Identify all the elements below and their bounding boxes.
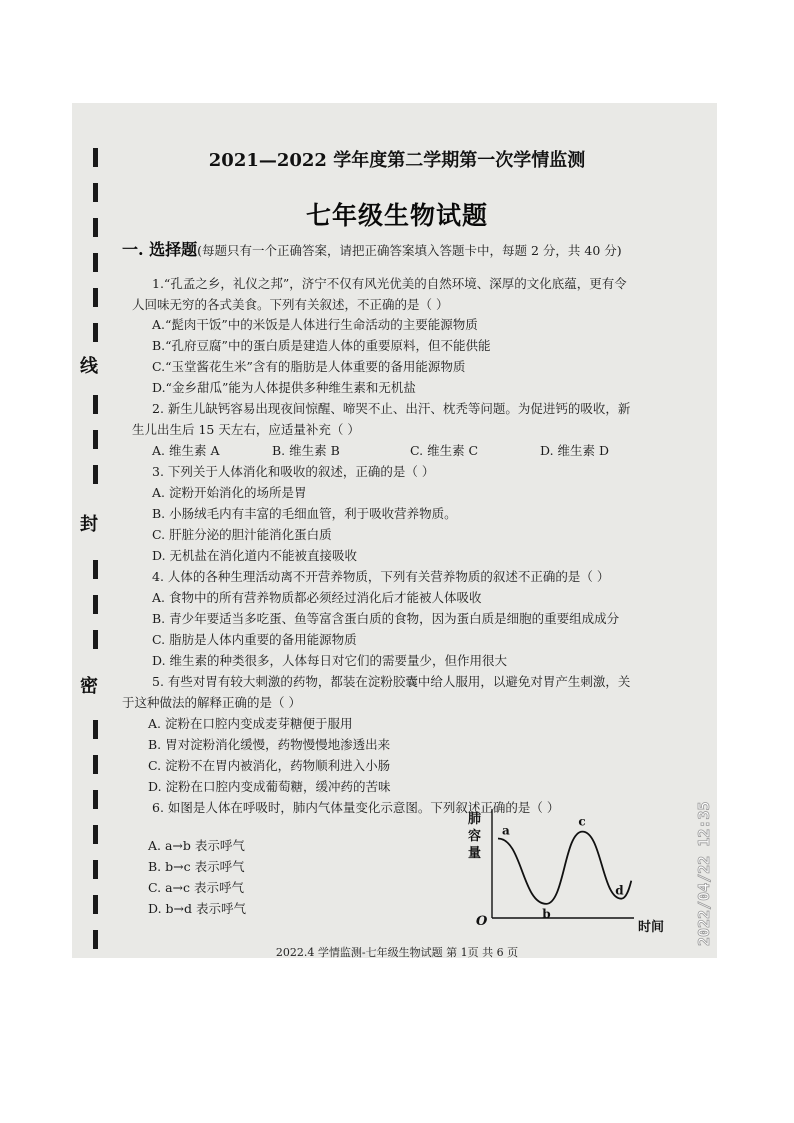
option-c: C.“玉堂酱花生米”含有的脂肪是人体重要的备用能源物质 <box>152 359 466 374</box>
section-title: 一. 选择题 <box>122 240 198 259</box>
option-a: A. 维生素 A <box>152 443 220 458</box>
margin-dash <box>93 560 98 579</box>
lung-volume-curve <box>498 832 631 904</box>
option-d: D.“金乡甜瓜”能为人体提供多种维生素和无机盐 <box>152 380 416 395</box>
question-stem: 人回味无穷的各式美食。下列有关叙述，不正确的是（ ） <box>132 297 449 312</box>
option-b: B. 维生素 B <box>272 443 340 458</box>
margin-dash <box>93 630 98 649</box>
margin-dash <box>93 395 98 414</box>
question-stem: 1.“孔孟之乡，礼仪之邦”，济宁不仅有风光优美的自然环境、深厚的文化底蕴，更有令 <box>152 276 627 291</box>
option-a: A. 淀粉在口腔内变成麦芽糖便于服用 <box>148 716 353 731</box>
option-c: C. 淀粉不在胃内被消化，药物顺利进入小肠 <box>148 758 391 773</box>
option-a: A. 淀粉开始消化的场所是胃 <box>152 485 307 500</box>
section-heading <box>122 237 622 260</box>
margin-dash <box>93 253 98 272</box>
margin-char-mi: 密 <box>80 676 98 697</box>
option-d: D. b→d 表示呼气 <box>148 901 246 916</box>
y-axis-label-char: 肺 <box>468 812 482 827</box>
page-footer: 2022.4 学情监测-七年级生物试题 第 1页 共 6 页 <box>275 946 519 959</box>
margin-dash <box>93 790 98 809</box>
lung-volume-diagram <box>462 805 674 940</box>
margin-dash <box>93 323 98 342</box>
margin-dash <box>93 755 98 774</box>
photo-timestamp <box>683 800 723 948</box>
option-b: B. 胃对淀粉消化缓慢，药物慢慢地渗透出来 <box>148 737 391 752</box>
option-c: C. 维生素 C <box>410 443 479 458</box>
margin-dash <box>93 595 98 614</box>
question-stem: 生儿出生后 15 天左右，应适量补充（ ） <box>132 422 360 437</box>
point-label-c: c <box>578 814 586 829</box>
timestamp-text: 2022/04/22 12:35 <box>695 801 713 946</box>
x-axis-label: 时间 <box>638 920 665 935</box>
question-stem: 于这种做法的解释正确的是（ ） <box>122 695 301 710</box>
margin-dash <box>93 860 98 879</box>
margin-char-xian: 线 <box>80 356 98 377</box>
option-d: D. 无机盐在消化道内不能被直接吸收 <box>152 548 358 563</box>
option-b: B. b→c 表示呼气 <box>148 859 245 874</box>
option-b: B. 小肠绒毛内有丰富的毛细血管，利于吸收营养物质。 <box>152 506 457 521</box>
point-label-a: a <box>502 823 510 838</box>
origin-label: O <box>476 914 488 929</box>
option-a: A. a→b 表示呼气 <box>148 838 245 853</box>
question-stem: 6. 如图是人体在呼吸时，肺内气体量变化示意图。下列叙述正确的是（ ） <box>152 800 560 815</box>
option-b: B. 青少年要适当多吃蛋、鱼等富含蛋白质的食物，因为蛋白质是细胞的重要组成成分 <box>152 611 620 626</box>
option-c: C. 脂肪是人体内重要的备用能源物质 <box>152 632 357 647</box>
question-stem: 2. 新生儿缺钙容易出现夜间惊醒、啼哭不止、出汗、枕秃等问题。为促进钙的吸收，新 <box>152 401 631 416</box>
subject-title: 七年级生物试题 <box>305 201 488 230</box>
question-stem: 3. 下列关于人体消化和吸收的叙述，正确的是（ ） <box>152 464 435 479</box>
margin-dash <box>93 720 98 739</box>
margin-dash <box>93 430 98 449</box>
option-a: A.“髭肉干饭”中的米饭是人体进行生命活动的主要能源物质 <box>152 317 478 332</box>
y-axis-label-char: 量 <box>468 846 482 861</box>
option-c: C. a→c 表示呼气 <box>148 880 244 895</box>
question-stem: 4. 人体的各种生理活动离不开营养物质，下列有关营养物质的叙述不正确的是（ ） <box>152 569 610 584</box>
option-c: C. 肝脏分泌的胆汁能消化蛋白质 <box>152 527 332 542</box>
margin-dash <box>93 288 98 307</box>
section-note: (每题只有一个正确答案，请把正确答案填入答题卡中，每题 2 分，共 40 分) <box>197 243 622 258</box>
margin-dash <box>93 465 98 484</box>
option-b: B.“孔府豆腐”中的蛋白质是建造人体的重要原料，但不能供能 <box>152 338 491 353</box>
margin-char-feng: 封 <box>80 514 98 535</box>
margin-dash <box>93 825 98 844</box>
exam-title: 2021—2022 学年度第二学期第一次学情监测 <box>208 150 586 171</box>
margin-dash <box>93 895 98 914</box>
point-label-b: b <box>542 906 551 921</box>
option-d: D. 维生素的种类很多，人体每日对它们的需要量少，但作用很大 <box>152 653 508 668</box>
option-d: D. 维生素 D <box>540 443 610 458</box>
option-a: A. 食物中的所有营养物质都必须经过消化后才能被人体吸收 <box>152 590 482 605</box>
y-axis-label-char: 容 <box>468 829 482 844</box>
option-d: D. 淀粉在口腔内变成葡萄糖，缓冲药的苦味 <box>148 779 391 794</box>
point-label-d: d <box>615 883 624 898</box>
question-stem: 5. 有些对胃有较大刺激的药物，都装在淀粉胶囊中给人服用，以避免对胃产生刺激，关 <box>152 674 631 689</box>
